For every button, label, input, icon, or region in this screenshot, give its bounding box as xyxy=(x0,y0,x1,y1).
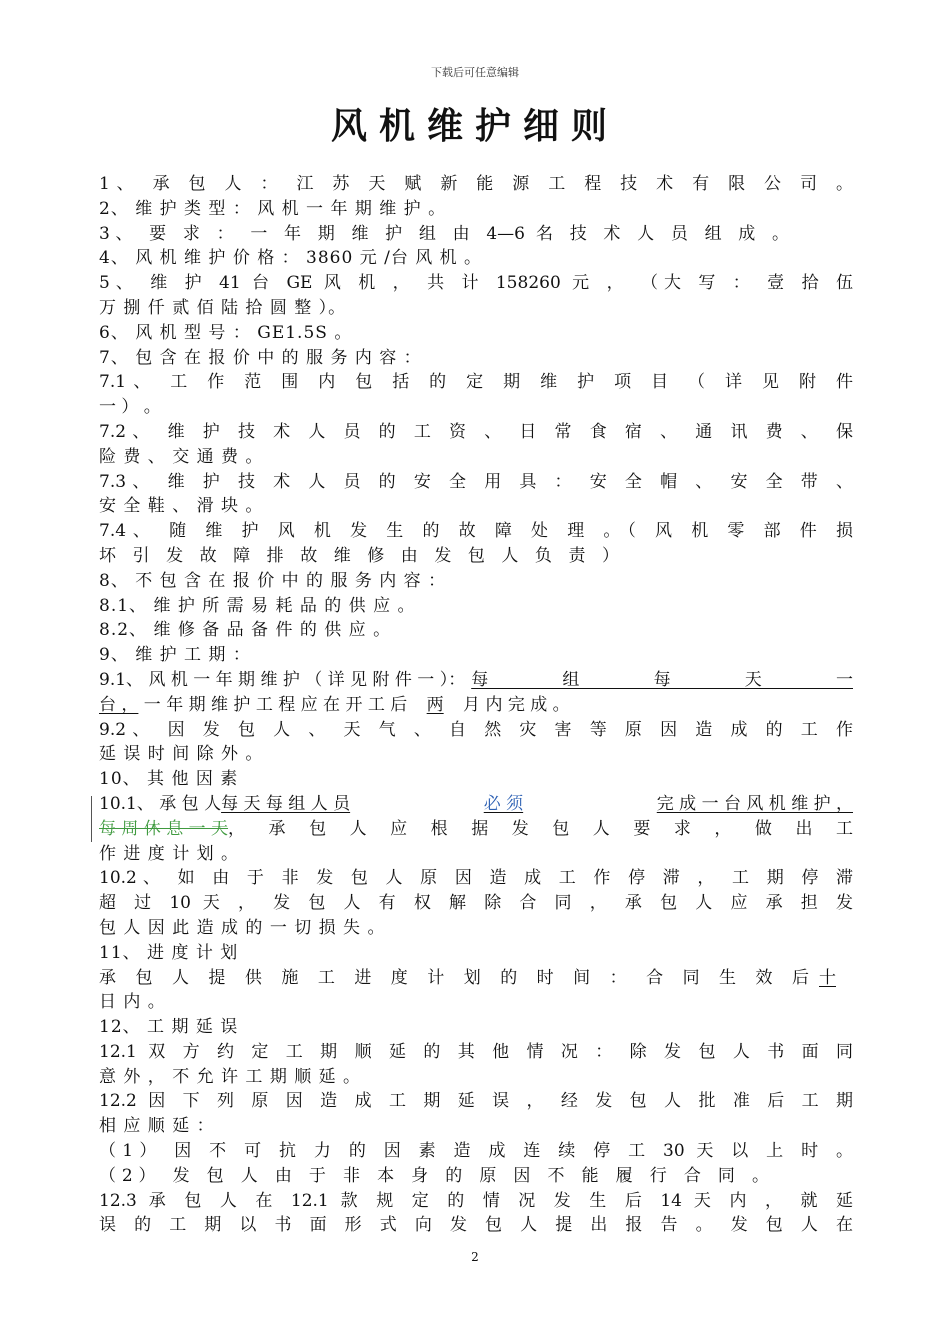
paragraph-line xyxy=(99,966,853,991)
paragraph-line: 相 应 顺 延 ： xyxy=(99,1116,215,1137)
paragraph-line: 超 过 10 天 ， 发 包 人 有 权 解 除 合 同 ， 承 包 人 应 承 担 发 xyxy=(99,893,853,914)
paragraph-line: 12.3 承 包 人 在 12.1 款 规 定 的 情 况 发 生 后 14 天 内 ， 就 延 xyxy=(99,1190,853,1211)
page-number: 2 xyxy=(471,1250,479,1264)
paragraph-line: 6、 风 机 型 号 ： GE1.5S 。 xyxy=(99,322,353,343)
paragraph-line: 坏 引 发 故 障 排 故 维 修 由 发 包 人 负 责 ） xyxy=(99,545,619,566)
paragraph-line: 险 费 、 交 通 费 。 xyxy=(99,446,264,467)
document-body xyxy=(99,172,853,1238)
line-segment: 完 成 一 台 风 机 维 护 ， xyxy=(656,793,853,814)
paragraph-line xyxy=(99,668,853,693)
header-note: 下载后可任意编辑 xyxy=(431,66,519,79)
paragraph-line xyxy=(99,817,853,842)
underlined-fill-in: 两 xyxy=(426,694,444,715)
paragraph-line: 10、 其 他 因 素 xyxy=(99,769,239,790)
paragraph-line: 万 捌 仟 贰 佰 陆 拾 圆 整 ）。 xyxy=(99,297,347,318)
revision-change-bar xyxy=(91,796,92,842)
paragraph-line: 8、 不 包 含 在 报 价 中 的 服 务 内 容 ： xyxy=(99,570,447,591)
paragraph-line: 安 全 鞋 、 滑 块 。 xyxy=(99,496,264,517)
paragraph-line: 8.2、 维 修 备 品 备 件 的 供 应 。 xyxy=(99,620,392,641)
document-title: 风机维护细则 xyxy=(330,105,619,147)
paragraph-line: 12、 工 期 延 误 xyxy=(99,1017,239,1038)
paragraph-line: 3、 要 求 ： 一 年 期 维 护 组 由 4—6 名 技 术 人 员 组 成 。 xyxy=(99,223,789,244)
underlined-fill-in: 十 xyxy=(819,967,836,988)
paragraph-line: （1） 因 不 可 抗 力 的 因 素 造 成 连 续 停 工 30 天 以 上 时 。 xyxy=(99,1141,853,1162)
underlined-fill-in: 台 ， xyxy=(99,694,139,715)
paragraph-line: 7.1、 工 作 范 围 内 包 括 的 定 期 维 护 项 目 （ 详 见 附 件 xyxy=(99,372,853,393)
paragraph-line: 误 的 工 期 以 书 面 形 式 向 发 包 人 提 出 报 告 。 发 包 人 在 xyxy=(99,1215,853,1236)
line-segment: 10.1、 承 包 人 xyxy=(99,793,222,814)
paragraph-line: 4、 风 机 维 护 价 格 ： 3860 元 /台 风 机 。 xyxy=(99,248,483,269)
paragraph-line: 一 ） 。 xyxy=(99,397,161,418)
paragraph-line: 9、 维 护 工 期 ： xyxy=(99,645,251,666)
paragraph-line: 7、 包 含 在 报 价 中 的 服 务 内 容 ： xyxy=(99,347,422,368)
underlined-fill-in: 每 组 每 天 一 xyxy=(471,669,853,690)
paragraph-line: 7.4、 随 维 护 风 机 发 生 的 故 障 处 理 。（ 风 机 零 部 件 损 xyxy=(99,521,853,542)
paragraph-line: 作 进 度 计 划 。 xyxy=(99,843,240,864)
line-segment: 一 年 期 维 护 工 程 应 在 开 工 后 xyxy=(138,694,413,715)
paragraph-line xyxy=(99,693,853,718)
line-segment: ， 承 包 人 应 根 据 发 包 人 要 求 ， 做 出 工 xyxy=(228,818,853,839)
paragraph-line xyxy=(99,792,853,817)
paragraph-line: 2、 维 护 类 型 ： 风 机 一 年 期 维 护 。 xyxy=(99,198,447,219)
paragraph-line: 日 内 。 xyxy=(99,992,166,1013)
deleted-text: 每 周 休 息 一 天 xyxy=(99,818,229,839)
line-segment: 月 内 完 成 。 xyxy=(457,694,570,715)
inserted-text-blue: 必 须 xyxy=(483,793,524,814)
paragraph-line: 12.2 因 下 列 原 因 造 成 工 期 延 误 ， 经 发 包 人 批 准 后 工 期 xyxy=(99,1091,853,1112)
paragraph-line: 11、 进 度 计 划 xyxy=(99,942,239,963)
paragraph-line: 5、 维 护 41 台 GE 风 机 ， 共 计 158260 元 ， （大 写 ： 壹 拾 伍 xyxy=(99,273,853,294)
paragraph-line: 意 外 ， 不 允 许 工 期 顺 延 。 xyxy=(99,1066,362,1087)
inserted-text xyxy=(221,792,853,817)
paragraph-line: 10.2、 如 由 于 非 发 包 人 原 因 造 成 工 作 停 滞 ， 工 期 停 滞 xyxy=(99,868,853,889)
paragraph-line: （2） 发 包 人 由 于 非 本 身 的 原 因 不 能 履 行 合 同 。 xyxy=(99,1165,769,1186)
paragraph-line: 12.1 双 方 约 定 工 期 顺 延 的 其 他 情 况 ： 除 发 包 人 书 面 同 xyxy=(99,1041,853,1062)
paragraph-line: 7.2、 维 护 技 术 人 员 的 工 资 、 日 常 食 宿 、 通 讯 费 、 保 xyxy=(99,421,853,442)
paragraph-line: 延 误 时 间 除 外 。 xyxy=(99,744,264,765)
paragraph-line: 8.1、 维 护 所 需 易 耗 品 的 供 应 。 xyxy=(99,595,416,616)
paragraph-line: 9.2、 因 发 包 人 、 天 气 、 自 然 灾 害 等 原 因 造 成 的 工 作 xyxy=(99,719,853,740)
line-segment: 9.1、 风 机 一 年 期 维 护 （ 详 见 附 件 一 ）： xyxy=(99,669,466,690)
paragraph-line: 包 人 因 此 造 成 的 一 切 损 失 。 xyxy=(99,917,386,938)
paragraph-line: 7.3、 维 护 技 术 人 员 的 安 全 用 具 ： 安 全 帽 、 安 全 带 、 xyxy=(99,471,853,492)
line-segment: 承 包 人 提 供 施 工 进 度 计 划 的 时 间 ： 合 同 生 效 后 xyxy=(99,967,809,988)
paragraph-line: 1、 承 包 人 ： 江 苏 天 赋 新 能 源 工 程 技 术 有 限 公 司 。 xyxy=(99,174,853,194)
line-segment: 每 天 每 组 人 员 xyxy=(221,793,351,814)
